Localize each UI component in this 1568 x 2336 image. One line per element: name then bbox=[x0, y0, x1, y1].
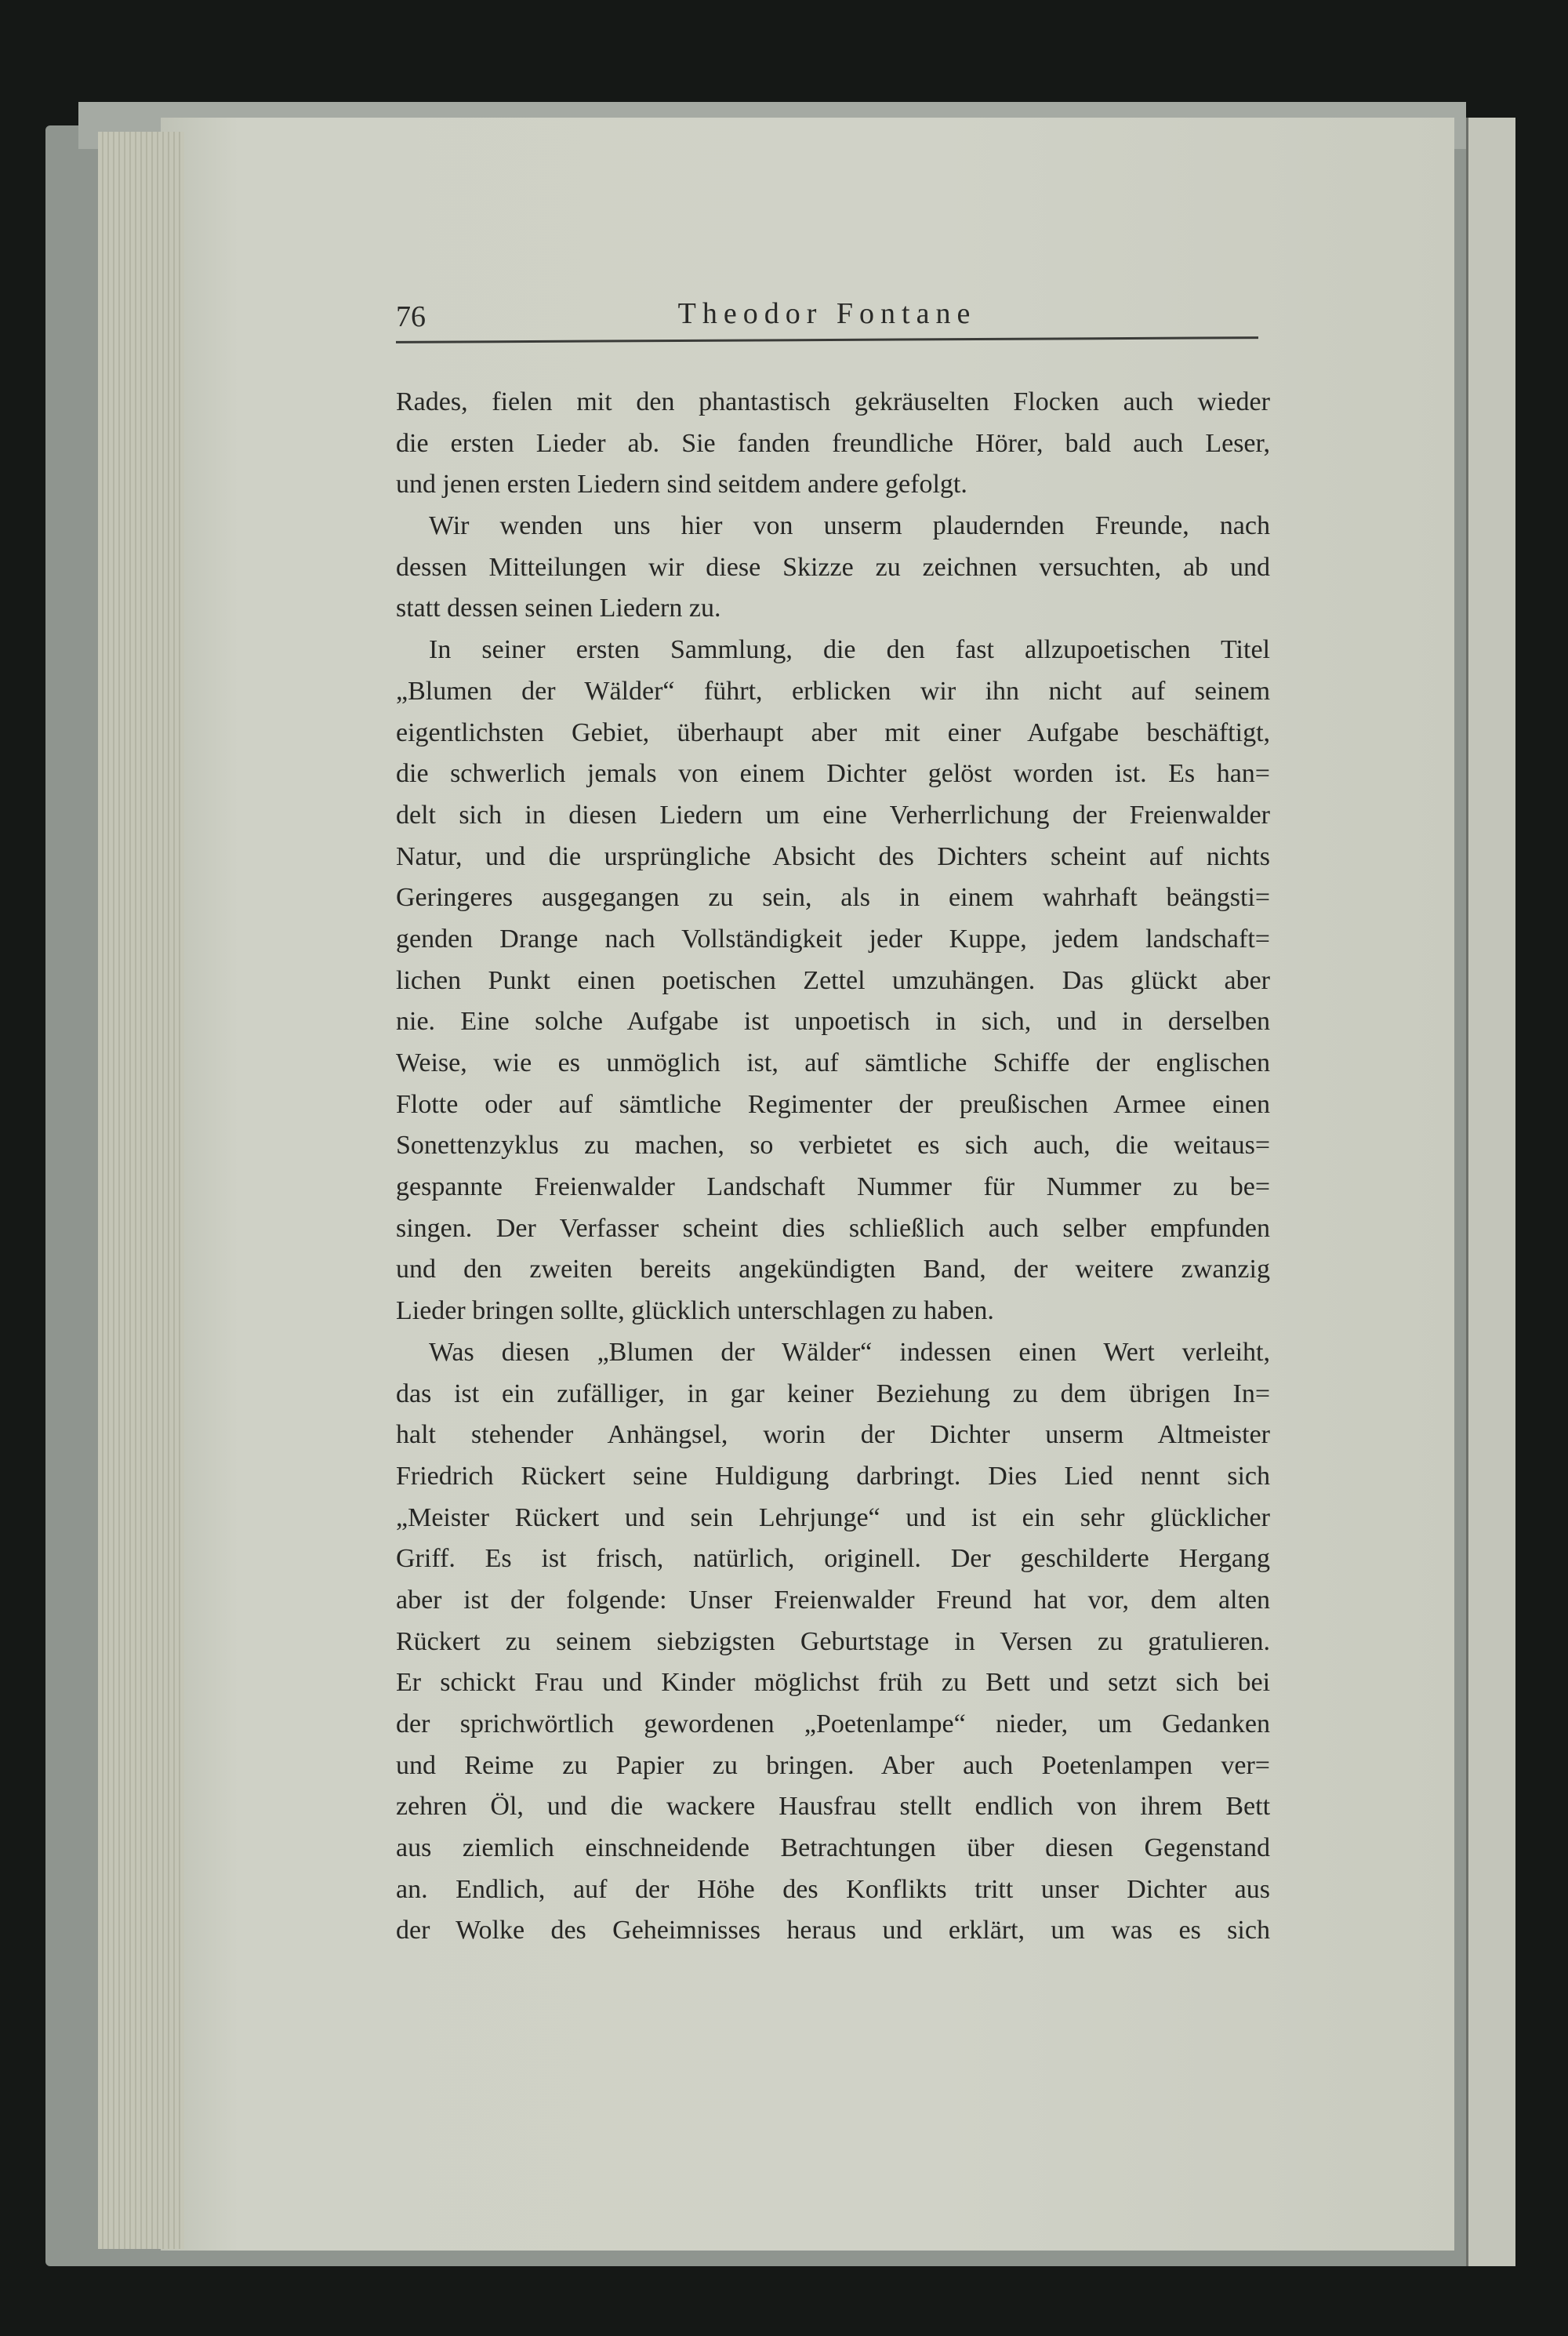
text-line-content: Wir wenden uns hier von unserm plaudernden Freunde, nach bbox=[429, 511, 1270, 541]
text-line-content: der sprichwörtlich gewordenen „Poetenlampe“ nieder, um Gedanken bbox=[396, 1709, 1270, 1738]
text-line bbox=[396, 1043, 1270, 1084]
text-line bbox=[396, 1622, 1270, 1663]
body-text bbox=[396, 382, 1270, 1952]
text-line-content: Natur, und die ursprüngliche Absicht des Dichters scheint auf nichts bbox=[396, 841, 1270, 871]
text-line bbox=[396, 588, 1270, 630]
text-line bbox=[396, 671, 1270, 713]
text-line-content: „Meister Rückert und sein Lehrjunge“ und ist ein sehr glücklicher bbox=[396, 1502, 1270, 1532]
text-line bbox=[396, 1704, 1270, 1746]
text-line-content: das ist ein zufälliger, in gar keiner Beziehung zu dem übrigen In= bbox=[396, 1379, 1271, 1408]
text-line-content: genden Drange nach Vollständigkeit jeder Kuppe, jedem landschaft= bbox=[396, 924, 1270, 954]
text-line bbox=[396, 1208, 1270, 1250]
text-line bbox=[396, 961, 1270, 1002]
text-line bbox=[396, 1249, 1270, 1291]
text-line-content: Weise, wie es unmöglich ist, auf sämtliche Schiffe der englischen bbox=[396, 1048, 1270, 1077]
text-line bbox=[396, 630, 1270, 671]
text-line bbox=[396, 1001, 1270, 1043]
text-line bbox=[396, 713, 1270, 754]
text-line-content: und jenen ersten Liedern sind seitdem andere gefolgt. bbox=[396, 470, 967, 500]
text-line-content: aber ist der folgende: Unser Freienwalder Freund hat vor, dem alten bbox=[396, 1585, 1271, 1615]
text-line-content: Geringeres ausgegangen zu sein, als in einem wahrhaft beängsti= bbox=[396, 883, 1271, 913]
text-line bbox=[396, 547, 1270, 589]
text-line-content: Griff. Es ist frisch, natürlich, originell. Der geschilderte Hergang bbox=[396, 1544, 1270, 1574]
text-line-content: und den zweiten bereits angekündigten Band, der weitere zwanzig bbox=[396, 1255, 1270, 1284]
text-line bbox=[396, 464, 1270, 506]
text-line bbox=[396, 382, 1270, 423]
facing-page-edge bbox=[1466, 118, 1515, 2266]
running-title: Theodor Fontane bbox=[677, 297, 977, 330]
text-line-content: nie. Eine solche Aufgabe ist unpoetisch in sich, und in derselben bbox=[396, 1007, 1271, 1037]
text-line bbox=[396, 1125, 1270, 1167]
text-line bbox=[396, 506, 1270, 547]
text-line-content: an. Endlich, auf der Höhe des Konflikts tritt unser Dichter aus bbox=[396, 1874, 1271, 1904]
text-line bbox=[396, 1746, 1270, 1787]
text-line bbox=[396, 877, 1270, 919]
text-line bbox=[396, 1291, 1270, 1332]
text-line-content: dessen Mitteilungen wir diese Skizze zu zeichnen versuchten, ab und bbox=[396, 552, 1270, 582]
text-line bbox=[396, 1539, 1270, 1580]
text-line-content: delt sich in diesen Liedern um eine Verherrlichung der Freienwalder bbox=[396, 800, 1270, 830]
text-line bbox=[396, 1869, 1270, 1911]
text-line-content: Lieder bringen sollte, glücklich unterschlagen zu haben. bbox=[396, 1296, 994, 1326]
text-line-content: eigentlichsten Gebiet, überhaupt aber mit einer Aufgabe beschäftigt, bbox=[396, 718, 1271, 747]
text-line-content: der Wolke des Geheimnisses heraus und erklärt, um was es sich bbox=[396, 1916, 1270, 1945]
text-line-content: statt dessen seinen Liedern zu. bbox=[396, 594, 721, 623]
text-line-content: singen. Der Verfasser scheint dies schließlich auch selber empfunden bbox=[396, 1213, 1271, 1243]
text-line-content: aus ziemlich einschneidende Betrachtungen über diesen Gegenstand bbox=[396, 1833, 1270, 1863]
text-line-content: In seiner ersten Sammlung, die den fast allzupoetischen Titel bbox=[429, 635, 1270, 665]
text-line bbox=[396, 1332, 1270, 1374]
text-line bbox=[396, 1415, 1270, 1456]
text-line-content: Was diesen „Blumen der Wälder“ indessen einen Wert verleiht, bbox=[429, 1337, 1270, 1367]
text-line-content: die schwerlich jemals von einem Dichter gelöst worden ist. Es han= bbox=[396, 759, 1270, 789]
text-line-content: Sonettenzyklus zu machen, so verbietet es sich auch, die weitaus= bbox=[396, 1131, 1270, 1161]
text-line-content: Rückert zu seinem siebzigsten Geburtstage in Versen zu gratulieren. bbox=[396, 1626, 1271, 1656]
text-line bbox=[396, 1498, 1270, 1539]
text-line bbox=[396, 1828, 1270, 1869]
page-edges bbox=[98, 132, 184, 2249]
text-line bbox=[396, 1662, 1270, 1704]
text-line-content: zehren Öl, und die wackere Hausfrau stellt endlich von ihrem Bett bbox=[396, 1792, 1271, 1822]
text-line-content: gespannte Freienwalder Landschaft Nummer für Nummer zu be= bbox=[396, 1172, 1270, 1202]
text-line bbox=[396, 1786, 1270, 1828]
text-line bbox=[396, 1084, 1270, 1126]
page-number: 76 bbox=[396, 300, 426, 333]
text-line-content: Er schickt Frau und Kinder möglichst früh zu Bett und setzt sich bei bbox=[396, 1668, 1271, 1698]
text-line bbox=[396, 919, 1270, 961]
text-line-content: „Blumen der Wälder“ führt, erblicken wir ihn nicht auf seinem bbox=[396, 676, 1271, 706]
text-line-content: und Reime zu Papier zu bringen. Aber auch Poetenlampen ver= bbox=[396, 1750, 1270, 1780]
text-line bbox=[396, 423, 1270, 465]
text-line bbox=[396, 1374, 1270, 1415]
text-line bbox=[396, 1910, 1270, 1952]
text-line-content: halt stehender Anhängsel, worin der Dichter unserm Altmeister bbox=[396, 1420, 1270, 1450]
text-line bbox=[396, 1456, 1270, 1498]
text-line-content: lichen Punkt einen poetischen Zettel umzuhängen. Das glückt aber bbox=[396, 965, 1271, 995]
text-line bbox=[396, 837, 1270, 878]
text-line bbox=[396, 1580, 1270, 1622]
text-line-content: Friedrich Rückert seine Huldigung darbringt. Dies Lied nennt sich bbox=[396, 1461, 1270, 1491]
text-line bbox=[396, 754, 1270, 795]
text-line bbox=[396, 795, 1270, 837]
text-line bbox=[396, 1167, 1270, 1208]
text-line-content: die ersten Lieder ab. Sie fanden freundliche Hörer, bald auch Leser, bbox=[396, 428, 1270, 458]
text-line-content: Rades, fielen mit den phantastisch gekräuselten Flocken auch wieder bbox=[396, 387, 1270, 416]
page-header bbox=[396, 296, 1258, 336]
text-line-content: Flotte oder auf sämtliche Regimenter der preußischen Armee einen bbox=[396, 1089, 1270, 1119]
